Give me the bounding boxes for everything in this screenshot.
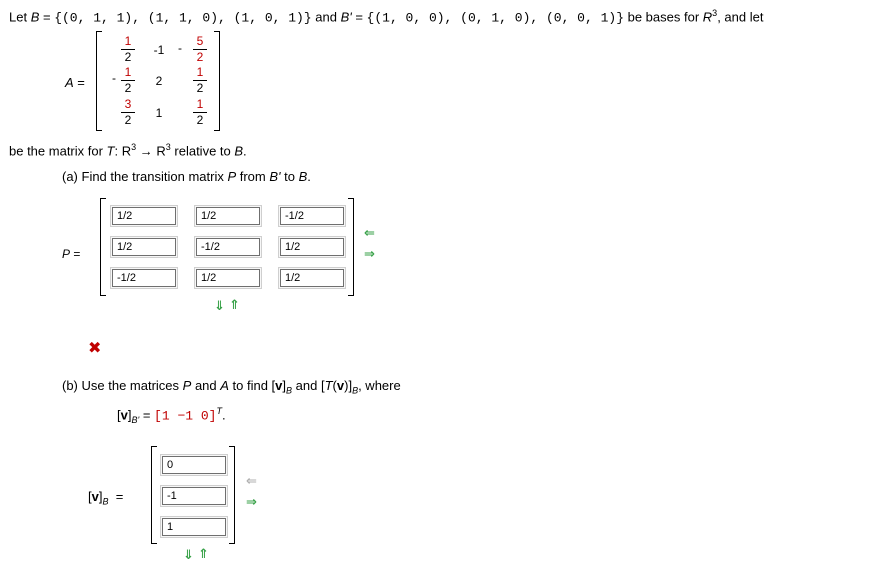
given-close: ] [127, 407, 132, 423]
period: . [243, 143, 247, 159]
vb-cell-2[interactable] [160, 485, 228, 507]
part-b-to-find: to find [ [228, 378, 276, 393]
r-exponent: 3 [712, 8, 718, 18]
p-input-r3c3[interactable]: 1/2 [280, 269, 344, 287]
remove-row-arrow-icon[interactable]: ⇑ [229, 297, 240, 312]
bases-text: be bases for [624, 9, 703, 25]
p-input-r3c1[interactable]: -1/2 [112, 269, 176, 287]
given-vector-line [117, 406, 226, 425]
incorrect-mark-icon: ✖ [88, 340, 102, 357]
vb-input-2[interactable]: -1 [162, 487, 226, 505]
matrix-a-label: A = [65, 75, 85, 90]
basis-b-symbol: B [30, 9, 40, 25]
part-b-paren-close: )] [344, 378, 353, 393]
vb-add-row-arrow-icon[interactable]: ⇓ [183, 547, 194, 562]
p-cell-r2c3[interactable] [278, 236, 346, 258]
given-eq: = [139, 407, 155, 423]
part-a-to: to [280, 169, 299, 184]
remove-column-arrow-icon[interactable]: ⇐ [364, 225, 375, 240]
p-input-r2c3[interactable]: 1/2 [280, 238, 344, 256]
part-b-where: , where [358, 378, 401, 393]
intro-text: Let [9, 9, 31, 25]
vb-cell-1[interactable] [160, 454, 228, 476]
part-b-close: ] [282, 378, 287, 393]
part-a-from: from [236, 169, 270, 184]
part-b-prompt [62, 378, 401, 396]
p-matrix-right-bracket [348, 198, 354, 296]
p-cell-r2c1[interactable] [110, 236, 178, 258]
given-values: [1 −1 0] [154, 408, 217, 424]
codomain-r: → R [136, 143, 166, 159]
part-b-and2: and [ [292, 378, 325, 393]
matrix-a-r1c3: 5 2 [190, 35, 210, 64]
p-input-r1c3[interactable]: -1/2 [280, 207, 344, 225]
add-row-arrow-icon[interactable]: ⇓ [214, 298, 225, 313]
part-a-text: (a) Find the transition matrix [62, 169, 228, 184]
matrix-a-r3c3: 1 2 [190, 98, 210, 127]
p-input-r1c2[interactable]: 1/2 [196, 207, 260, 225]
part-a-p: P [227, 169, 237, 184]
relative-basis: B [234, 143, 244, 159]
domain-exponent: 3 [131, 142, 137, 152]
matrix-a-r2c2: 2 [155, 74, 163, 88]
matrix-a-r2c1-sign: - [112, 71, 116, 85]
p-cell-r3c1[interactable] [110, 267, 178, 289]
given-v: v [120, 407, 128, 423]
codomain-exponent: 3 [165, 142, 171, 152]
basis-bprime-symbol: B' [340, 9, 352, 25]
given-transpose: T [216, 406, 222, 416]
part-b-paren: ( [332, 378, 337, 393]
basis-b-set: {(0, 1, 1), (1, 1, 0), (1, 0, 1)} [54, 10, 312, 26]
matrix-a-left-bracket [96, 31, 102, 131]
given-open: [ [117, 407, 121, 423]
p-matrix-label: P = [62, 247, 81, 261]
part-a-dot: . [307, 169, 311, 184]
matrix-a-r2c1: 1 2 [118, 66, 138, 95]
matrix-a-r1c1: 1 2 [118, 35, 138, 64]
p-input-r1c1[interactable]: 1/2 [112, 207, 176, 225]
matrix-a-r1c2: -1 [153, 43, 165, 57]
p-cell-r1c1[interactable] [110, 205, 178, 227]
r-symbol: R [702, 9, 713, 25]
part-b-v2: v [336, 378, 345, 393]
vb-remove-column-arrow-icon[interactable]: ⇐ [246, 473, 257, 488]
p-cell-r2c2[interactable] [194, 236, 262, 258]
p-matrix-left-bracket [100, 198, 106, 296]
p-cell-r3c3[interactable] [278, 267, 346, 289]
given-sub: B' [131, 414, 140, 425]
vb-right-bracket [229, 446, 235, 544]
p-cell-r1c2[interactable] [194, 205, 262, 227]
vb-label: $[v]_B$ = [88, 489, 124, 507]
p-input-r2c2[interactable]: -1/2 [196, 238, 260, 256]
relative-text: relative to [170, 143, 235, 159]
part-b-text: (b) Use the matrices [62, 378, 183, 393]
p-input-r3c2[interactable]: 1/2 [196, 269, 260, 287]
equals-sign-2: = [351, 9, 367, 25]
vb-input-3[interactable]: 1 [162, 518, 226, 536]
and-text: and [311, 9, 341, 25]
basis-bprime-set: {(1, 0, 0), (0, 1, 0), (0, 0, 1)} [366, 10, 624, 26]
intro-line [9, 8, 763, 25]
vb-left-bracket [151, 446, 157, 544]
domain-r: : R [114, 143, 132, 159]
matrix-a-r2c3: 1 2 [190, 66, 210, 95]
matrix-a-r3c1: 3 2 [118, 98, 138, 127]
part-b-and: and [191, 378, 221, 393]
p-cell-r3c2[interactable] [194, 267, 262, 289]
part-a-b: B [298, 169, 308, 184]
p-cell-r1c3[interactable] [278, 205, 346, 227]
given-dot: . [221, 407, 226, 423]
matrix-description-line [9, 142, 247, 158]
part-b-sub-b2: B [352, 385, 359, 396]
vb-cell-3[interactable] [160, 516, 228, 538]
part-b-a: A [220, 378, 229, 393]
matrix-a-right-bracket [214, 31, 220, 131]
description-text: be the matrix for [9, 143, 107, 159]
vb-input-1[interactable]: 0 [162, 456, 226, 474]
matrix-a-r1c3-sign: - [178, 41, 182, 55]
p-input-r2c1[interactable]: 1/2 [112, 238, 176, 256]
vb-add-column-arrow-icon[interactable]: ⇒ [246, 494, 257, 509]
part-b-t: T [324, 378, 333, 393]
transformation-t: T [106, 143, 115, 159]
equals-sign: = [39, 9, 55, 25]
add-column-arrow-icon[interactable]: ⇒ [364, 246, 375, 261]
vb-remove-row-arrow-icon[interactable]: ⇑ [198, 546, 209, 561]
and-let-text: , and let [717, 9, 764, 25]
part-a-prompt [62, 169, 311, 184]
part-a-bprime: B' [269, 169, 281, 184]
part-b-v: v [275, 378, 283, 393]
part-b-p: P [182, 378, 192, 393]
part-b-sub-b: B [286, 385, 293, 396]
matrix-a-r3c2: 1 [155, 106, 163, 120]
